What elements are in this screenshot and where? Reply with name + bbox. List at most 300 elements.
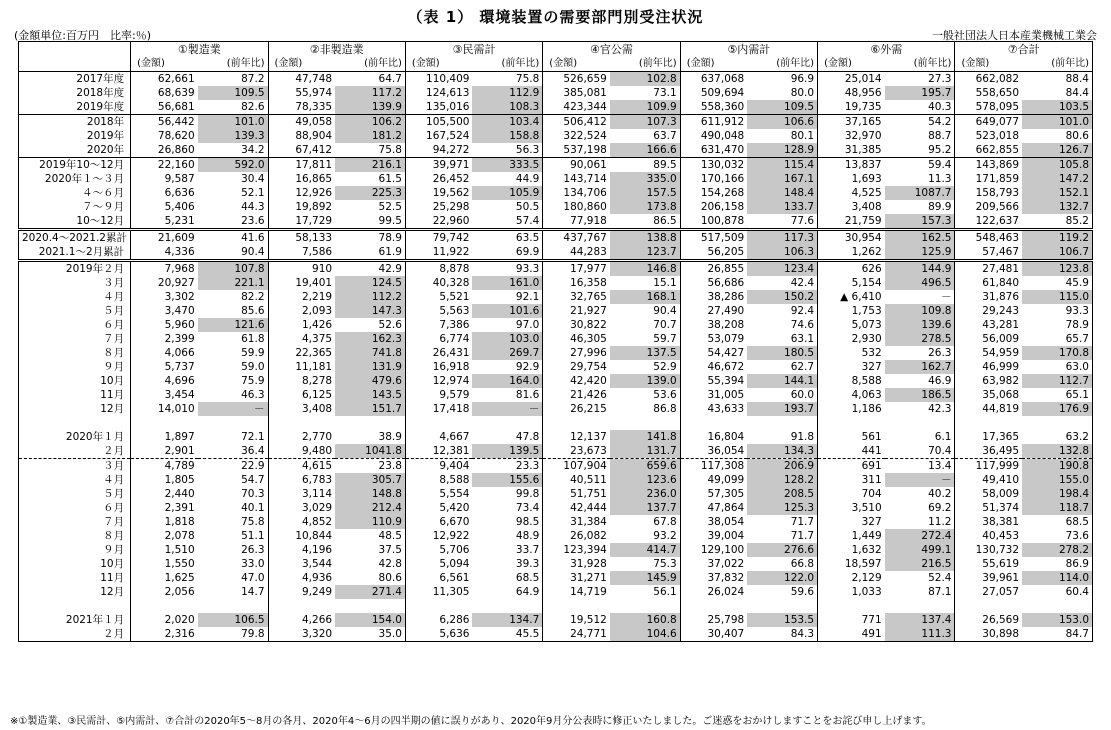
ratio-cell: 110.9 [335, 515, 405, 529]
orders-table [18, 41, 1093, 642]
amount-cell: 5,960 [164, 319, 195, 331]
ratio-cell: 162.5 [885, 230, 955, 246]
table-row [19, 318, 1093, 332]
ratio-cell: 152.1 [1022, 186, 1092, 200]
amount-cell: 637,068 [680, 72, 747, 87]
amount-cell: 110,409 [405, 72, 472, 87]
ratio-cell: 23.6 [198, 214, 268, 230]
ratio-cell: 79.8 [198, 627, 268, 642]
amount-cell: 5,554 [439, 488, 470, 500]
amount-cell: 51,751 [570, 488, 607, 500]
ratio-cell: 119.2 [1022, 230, 1092, 246]
amount-cell: 12,381 [432, 445, 470, 457]
amount-cell [543, 599, 610, 613]
ratio-cell: 106.7 [1022, 245, 1092, 261]
ratio-cell: 479.6 [335, 374, 405, 388]
ratio-cell: 44.9 [472, 172, 542, 186]
amount-cell: 2,440 [164, 488, 195, 500]
row-label: ６月 [19, 501, 131, 515]
row-label: ６月 [19, 318, 131, 332]
amount-cell: 39,004 [707, 530, 745, 542]
ratio-cell: 59.7 [610, 332, 680, 346]
amount-cell: 523,018 [975, 130, 1020, 142]
ratio-cell: 72.1 [198, 430, 268, 444]
amount-cell: 558,360 [700, 101, 745, 113]
amount-cell: 29,243 [982, 305, 1020, 317]
ratio-cell: 70.7 [610, 318, 680, 332]
amount-cell [405, 599, 472, 613]
ratio-cell: 99.5 [335, 214, 405, 230]
ratio-cell: 162.7 [885, 360, 955, 374]
ratio-cell: 123.6 [610, 473, 680, 487]
ratio-cell: 78.9 [1022, 318, 1092, 332]
amount-cell: 55,619 [982, 558, 1020, 570]
amount-cell: 54,427 [707, 347, 745, 359]
ratio-cell: 54.7 [198, 473, 268, 487]
amount-cell: 43,281 [982, 319, 1020, 331]
column-header: ②非製造業 [268, 42, 405, 58]
ratio-cell: 70.3 [198, 487, 268, 501]
table-row [19, 332, 1093, 346]
amount-cell: 17,365 [982, 431, 1020, 443]
row-label: 2020年１月 [19, 430, 131, 444]
ratio-cell: 88.4 [1022, 72, 1092, 87]
amount-cell: 5,636 [405, 627, 472, 642]
amount-cell: 5,406 [164, 201, 195, 213]
amount-cell: 490,048 [700, 130, 745, 142]
table-row [19, 186, 1093, 200]
row-label: 2019年度 [19, 100, 131, 115]
amount-cell: 68,639 [157, 87, 195, 99]
table-row [19, 143, 1093, 158]
table-row [19, 557, 1093, 571]
ratio-cell: 128.2 [747, 473, 817, 487]
amount-cell: 5,420 [439, 502, 470, 514]
sub-header-amount: (金額) [955, 57, 1022, 72]
amount-cell: 12,926 [295, 187, 333, 199]
amount-cell: 9,249 [302, 586, 333, 598]
ratio-cell: 73.4 [472, 501, 542, 515]
amount-cell [955, 599, 1022, 613]
amount-cell: 23,673 [570, 445, 607, 457]
ratio-cell: 146.8 [610, 261, 680, 277]
ratio-cell: 162.3 [335, 332, 405, 346]
amount-cell: 35,068 [982, 389, 1020, 401]
amount-cell: 51,374 [982, 502, 1020, 514]
ratio-cell: 148.8 [335, 487, 405, 501]
ratio-cell [1022, 416, 1092, 430]
header-row-columns [19, 42, 1093, 58]
amount-cell: 67,412 [295, 144, 333, 156]
ratio-cell: 109.8 [885, 304, 955, 318]
sub-header-amount: (金額) [543, 57, 610, 72]
amount-cell: 154,268 [700, 187, 745, 199]
ratio-cell: 112.2 [335, 290, 405, 304]
amount-cell: 37,022 [707, 558, 745, 570]
ratio-cell [335, 416, 405, 430]
amount-cell: 22,160 [131, 158, 198, 173]
table-row [19, 158, 1093, 173]
ratio-cell: 84.3 [747, 627, 817, 642]
ratio-cell: 111.3 [885, 627, 955, 642]
amount-cell: 36,495 [982, 445, 1020, 457]
amount-cell: 9,587 [164, 173, 195, 185]
ratio-cell: 37.5 [335, 543, 405, 557]
ratio-cell: 155.6 [472, 473, 542, 487]
amount-cell: 40,453 [982, 530, 1020, 542]
amount-cell: 1,625 [164, 572, 195, 584]
amount-cell: 19,512 [570, 614, 607, 626]
ratio-cell: 56.1 [610, 585, 680, 599]
ratio-cell: 128.9 [747, 143, 817, 158]
ratio-cell [747, 599, 817, 613]
amount-cell [680, 599, 747, 613]
ratio-cell: 99.8 [472, 487, 542, 501]
row-label [19, 599, 131, 613]
amount-cell: 6,636 [164, 187, 195, 199]
amount-cell: 1,449 [851, 530, 882, 542]
ratio-cell: 59.6 [747, 585, 817, 599]
ratio-cell: 40.3 [885, 100, 955, 115]
ratio-cell [885, 599, 955, 613]
ratio-cell: 167.1 [747, 172, 817, 186]
amount-cell: 2,930 [851, 333, 882, 345]
ratio-cell: 107.3 [610, 115, 680, 130]
sub-header-ratio: (前年比) [198, 57, 268, 72]
ratio-cell: 48.9 [472, 529, 542, 543]
amount-cell: 2,219 [302, 291, 333, 303]
ratio-cell: 592.0 [198, 158, 268, 173]
sub-header-ratio: (前年比) [610, 57, 680, 72]
ratio-cell: 75.9 [198, 374, 268, 388]
ratio-cell: 61.8 [198, 332, 268, 346]
amount-cell: 38,208 [707, 319, 745, 331]
ratio-cell: 150.2 [747, 290, 817, 304]
ratio-cell: 153.0 [1022, 613, 1092, 627]
ratio-cell: 143.5 [335, 388, 405, 402]
amount-cell: 14,010 [157, 403, 195, 415]
amount-cell: 38,381 [982, 516, 1020, 528]
amount-cell: 771 [861, 614, 882, 626]
ratio-cell: 137.7 [610, 501, 680, 515]
amount-cell: 18,597 [844, 558, 882, 570]
amount-cell: 25,014 [818, 72, 885, 87]
ratio-cell: 66.8 [747, 557, 817, 571]
ratio-cell: 148.4 [747, 186, 817, 200]
sub-header-amount: (金額) [818, 57, 885, 72]
amount-cell: 16,804 [707, 431, 745, 443]
amount-cell: 526,659 [543, 72, 610, 87]
amount-cell: 6,783 [302, 474, 333, 486]
table-row [19, 261, 1093, 277]
amount-cell: 2,391 [164, 502, 195, 514]
amount-cell: 437,767 [543, 230, 610, 246]
amount-cell: 561 [861, 431, 882, 443]
amount-cell: 42,444 [570, 502, 607, 514]
amount-cell: 3,470 [164, 305, 195, 317]
table-row [19, 627, 1093, 642]
ratio-cell: 54.2 [885, 115, 955, 130]
amount-cell: 27,490 [707, 305, 745, 317]
ratio-cell: 98.5 [472, 515, 542, 529]
amount-cell: 4,336 [164, 246, 195, 258]
amount-cell: 42,420 [570, 375, 607, 387]
amount-cell: 1,632 [851, 544, 882, 556]
amount-cell [268, 416, 335, 430]
amount-cell: 171,859 [975, 173, 1020, 185]
ratio-cell: 105.9 [472, 186, 542, 200]
amount-cell: 6,774 [439, 333, 470, 345]
blank-row [19, 416, 1093, 430]
ratio-cell [198, 416, 268, 430]
ratio-cell: 278.5 [885, 332, 955, 346]
amount-cell: 26,215 [570, 403, 607, 415]
page-title: （表 1） 環境装置の需要部門別受注状況 [407, 8, 704, 26]
amount-cell: 26,860 [157, 144, 195, 156]
ratio-cell: 272.4 [885, 529, 955, 543]
amount-cell: 2,316 [131, 627, 198, 642]
ratio-cell: 117.2 [335, 86, 405, 100]
ratio-cell: 35.0 [335, 627, 405, 642]
ratio-cell: 198.4 [1022, 487, 1092, 501]
row-label: ４月 [19, 290, 131, 304]
ratio-cell: 80.6 [335, 571, 405, 585]
ratio-cell: 157.5 [610, 186, 680, 200]
amount-cell: 117,999 [955, 459, 1022, 474]
amount-cell: 5,231 [164, 215, 195, 227]
table-row [19, 290, 1093, 304]
ratio-cell: 161.0 [472, 276, 542, 290]
ratio-cell: 80.1 [747, 129, 817, 143]
amount-cell: 704 [861, 488, 882, 500]
amount-cell: 44,283 [570, 246, 607, 258]
ratio-cell: 132.8 [1022, 444, 1092, 459]
ratio-cell: 103.0 [472, 332, 542, 346]
ratio-cell: 1087.7 [885, 186, 955, 200]
ratio-cell: 63.0 [1022, 360, 1092, 374]
ratio-cell: 155.0 [1022, 473, 1092, 487]
ratio-cell: 96.9 [747, 72, 817, 87]
amount-cell: 311 [861, 474, 882, 486]
amount-cell: 7,586 [302, 246, 333, 258]
ratio-cell: 741.8 [335, 346, 405, 360]
ratio-cell: 659.6 [610, 459, 680, 474]
ratio-cell: 216.5 [885, 557, 955, 571]
amount-cell: 37,165 [818, 115, 885, 130]
amount-cell: 46,305 [570, 333, 607, 345]
amount-cell: 6,670 [439, 516, 470, 528]
ratio-cell: 305.7 [335, 473, 405, 487]
sub-header-amount: (金額) [268, 57, 335, 72]
amount-cell: 16,358 [570, 277, 607, 289]
ratio-cell: 124.5 [335, 276, 405, 290]
amount-cell: 910 [268, 261, 335, 277]
ratio-cell: 73.6 [1022, 529, 1092, 543]
table-row [19, 86, 1093, 100]
ratio-cell: 147.2 [1022, 172, 1092, 186]
row-label: 10月 [19, 374, 131, 388]
ratio-cell: 57.4 [472, 214, 542, 230]
row-label: 2021年１月 [19, 613, 131, 627]
amount-cell: 48,956 [844, 87, 882, 99]
ratio-cell: 131.9 [335, 360, 405, 374]
ratio-cell: 23.8 [335, 459, 405, 474]
amount-cell: 5,073 [851, 319, 882, 331]
table-row [19, 515, 1093, 529]
ratio-cell: 158.8 [472, 129, 542, 143]
amount-cell: 4,667 [439, 431, 470, 443]
table-row [19, 172, 1093, 186]
ratio-cell: 62.7 [747, 360, 817, 374]
amount-cell: 46,999 [982, 361, 1020, 373]
amount-cell: 46,672 [707, 361, 745, 373]
amount-cell: 19,892 [295, 201, 333, 213]
row-label: ９月 [19, 360, 131, 374]
amount-cell: 39,961 [982, 572, 1020, 584]
row-label [19, 416, 131, 430]
ratio-cell [885, 416, 955, 430]
row-label: 2019年 [19, 129, 131, 143]
ratio-cell: 114.0 [1022, 571, 1092, 585]
amount-cell: 2,770 [302, 431, 333, 443]
amount-cell: 2,093 [302, 305, 333, 317]
amount-cell: 78,335 [295, 101, 333, 113]
table-body [19, 72, 1093, 642]
ratio-cell: 87.2 [198, 72, 268, 87]
ratio-cell: 13.4 [885, 459, 955, 474]
ratio-cell: 236.0 [610, 487, 680, 501]
row-label: ２月 [19, 444, 131, 459]
ratio-cell: 106.3 [747, 245, 817, 261]
ratio-cell: 44.3 [198, 200, 268, 214]
ratio-cell: 69.9 [472, 245, 542, 261]
ratio-cell: 27.3 [885, 72, 955, 87]
amount-cell: 662,082 [955, 72, 1022, 87]
ratio-cell: 52.1 [198, 186, 268, 200]
ratio-cell: 112.9 [472, 86, 542, 100]
amount-cell: 56,009 [982, 333, 1020, 345]
ratio-cell: 92.4 [747, 304, 817, 318]
amount-cell: 206,158 [700, 201, 745, 213]
amount-cell: 11,181 [295, 361, 333, 373]
amount-cell: 21,927 [570, 305, 607, 317]
amount-cell: 123,394 [563, 544, 607, 556]
amount-cell: 38,286 [707, 291, 745, 303]
amount-cell: 7,968 [131, 261, 198, 277]
table-row [19, 129, 1093, 143]
ratio-cell: 61.5 [335, 172, 405, 186]
amount-cell: 19,401 [295, 277, 333, 289]
ratio-cell: 42.3 [885, 402, 955, 416]
amount-cell: 611,912 [680, 115, 747, 130]
table-row [19, 444, 1093, 459]
amount-cell: 130,732 [975, 544, 1020, 556]
amount-cell: 8,588 [851, 375, 882, 387]
ratio-cell: 86.5 [610, 214, 680, 230]
ratio-cell: 38.9 [335, 430, 405, 444]
amount-cell: 1,510 [164, 544, 195, 556]
amount-cell: 4,789 [131, 459, 198, 474]
amount-cell: 31,271 [570, 572, 607, 584]
ratio-cell: 1041.8 [335, 444, 405, 459]
ratio-cell: 30.4 [198, 172, 268, 186]
amount-cell: 26,431 [432, 347, 470, 359]
amount-cell: 24,771 [543, 627, 610, 642]
amount-cell: 129,100 [700, 544, 745, 556]
ratio-cell: 333.5 [472, 158, 542, 173]
amount-cell [818, 599, 885, 613]
ratio-cell: 86.9 [1022, 557, 1092, 571]
amount-cell: 5,563 [439, 305, 470, 317]
amount-cell: 9,404 [405, 459, 472, 474]
amount-cell: 532 [861, 347, 882, 359]
amount-cell: 124,613 [426, 87, 470, 99]
amount-cell: 1,550 [164, 558, 195, 570]
ratio-cell: 51.1 [198, 529, 268, 543]
row-label: ８月 [19, 346, 131, 360]
amount-cell: 30,407 [680, 627, 747, 642]
table-row [19, 388, 1093, 402]
row-label: ７月 [19, 515, 131, 529]
ratio-cell: 139.9 [335, 100, 405, 115]
ratio-cell: 89.9 [885, 200, 955, 214]
amount-cell: 2,020 [164, 614, 195, 626]
amount-cell: 16,865 [295, 173, 333, 185]
ratio-cell: 102.8 [610, 72, 680, 87]
row-label: ３月 [19, 276, 131, 290]
ratio-cell: 60.0 [747, 388, 817, 402]
amount-cell: 62,661 [131, 72, 198, 87]
ratio-cell: 59.4 [885, 158, 955, 173]
ratio-cell: 46.3 [198, 388, 268, 402]
header-corner [19, 42, 131, 58]
amount-cell: 1,818 [164, 516, 195, 528]
ratio-cell: 335.0 [610, 172, 680, 186]
ratio-cell: 68.5 [472, 571, 542, 585]
row-label: ２月 [19, 627, 131, 642]
ratio-cell: 81.6 [472, 388, 542, 402]
ratio-cell: － [472, 402, 542, 416]
amount-cell [268, 599, 335, 613]
ratio-cell: 90.4 [610, 304, 680, 318]
ratio-cell: 73.1 [610, 86, 680, 100]
amount-cell: 4,066 [164, 347, 195, 359]
amount-cell: 26,452 [432, 173, 470, 185]
ratio-cell [610, 416, 680, 430]
ratio-cell: － [885, 473, 955, 487]
ratio-cell: 173.8 [610, 200, 680, 214]
ratio-cell: 499.1 [885, 543, 955, 557]
amount-cell: 8,588 [439, 474, 470, 486]
ratio-cell: 153.5 [747, 613, 817, 627]
amount-cell: 158,793 [975, 187, 1020, 199]
amount-cell: 63,982 [982, 375, 1020, 387]
ratio-cell: 109.5 [198, 86, 268, 100]
amount-cell: 3,408 [851, 201, 882, 213]
ratio-cell: 40.2 [885, 487, 955, 501]
ratio-cell: 47.8 [472, 430, 542, 444]
ratio-cell: 42.8 [335, 557, 405, 571]
ratio-cell: 63.7 [610, 129, 680, 143]
row-label: 10月 [19, 557, 131, 571]
ratio-cell: 52.4 [885, 571, 955, 585]
ratio-cell: 115.4 [747, 158, 817, 173]
ratio-cell: 193.7 [747, 402, 817, 416]
ratio-cell: 157.3 [885, 214, 955, 230]
amount-cell: 4,696 [164, 375, 195, 387]
table-row [19, 459, 1093, 474]
ratio-cell: 151.7 [335, 402, 405, 416]
